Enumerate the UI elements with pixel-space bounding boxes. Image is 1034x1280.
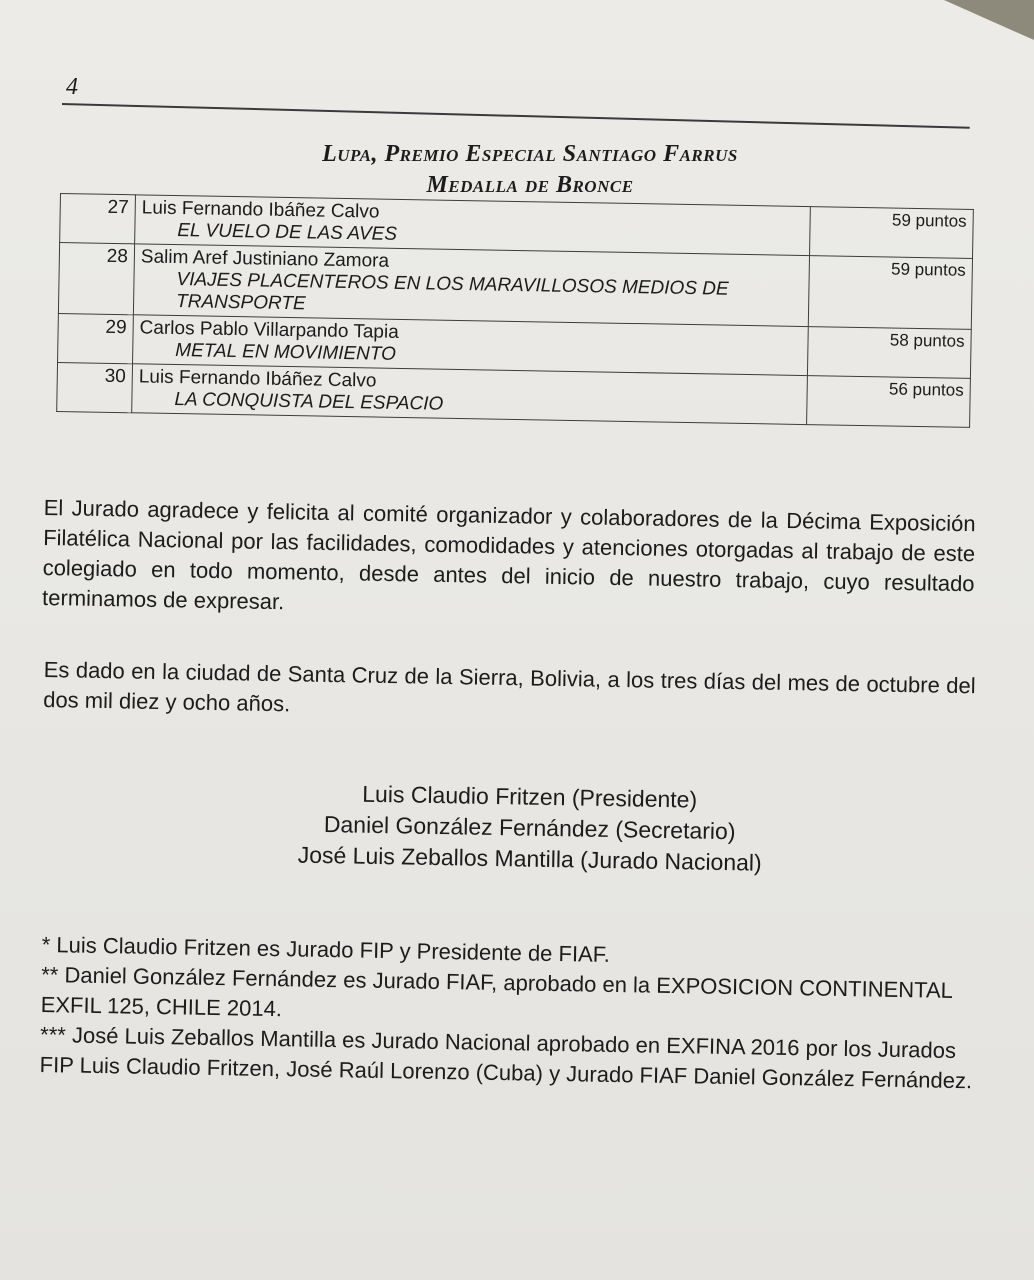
entry-author: Carlos Pablo Villarpando Tapia	[139, 317, 399, 343]
entry-work: VIAJES PLACENTEROS EN LOS MARAVILLOSOS MEDIOS DE TRANSPORTE	[175, 269, 729, 315]
entry-work: LA CONQUISTA DEL ESPACIO	[174, 389, 444, 415]
footnote: ** Daniel González Fernández es Jurado FIAF, aprobado en la EXPOSICION CONTINENTAL EXFIL 125, CHILE 2014.	[40, 961, 953, 1022]
footnote: * Luis Claudio Fritzen es Jurado FIP y Presidente de FIAF.	[41, 931, 611, 967]
entry-number: 28	[58, 243, 134, 315]
entry-author: Luis Fernando Ibáñez Calvo	[138, 366, 377, 392]
entry-points: 56 puntos	[807, 376, 971, 428]
entry-points: 59 puntos	[808, 256, 972, 330]
entry-points: 58 puntos	[807, 327, 971, 379]
section-title: Lupa, Premio Especial Santiago Farrus	[322, 141, 738, 167]
signature-president: Luis Claudio Fritzen (Presidente)	[362, 780, 698, 813]
entry-work: METAL EN MOVIMIENTO	[175, 340, 397, 365]
entry-author: Luis Fernando Ibáñez Calvo	[141, 197, 380, 223]
page-number: 4	[66, 74, 78, 100]
signature-national-jury: José Luis Zeballos Mantilla (Jurado Nacional)	[297, 841, 762, 876]
award-title: Medalla de Bronce	[426, 172, 634, 198]
entry-points: 59 puntos	[810, 207, 974, 259]
entry-author: Salim Aref Justiniano Zamora	[140, 246, 390, 272]
entry-work: EL VUELO DE LAS AVES	[177, 220, 398, 245]
results-table	[56, 193, 974, 428]
closing-paragraph: Es dado en la ciudad de Santa Cruz de la Sierra, Bolivia, a los tres días del mes de octubre del dos mil diez y ocho años.	[43, 656, 976, 717]
footnote: *** José Luis Zeballos Mantilla es Jurado Nacional aprobado en EXFINA 2016 por los Jurados FIP Luis Claudio Fritzen, José Raúl Lorenzo (Cuba) y Jurado FIAF Daniel González Fernández.	[39, 1021, 973, 1094]
header-rule	[62, 103, 970, 129]
footnotes	[39, 930, 977, 1096]
page-corner-background	[944, 0, 1034, 40]
signature-secretary: Daniel González Fernández (Secretario)	[323, 811, 736, 845]
entry-number: 27	[60, 194, 136, 244]
entry-number: 29	[58, 313, 134, 363]
acknowledgement-paragraph: El Jurado agradece y felicita al comité organizador y colaboradores de la Décima Exposición Filatélica Nacional por las facilidades, comodidades y atenciones otorgadas al trabajo de este colegiado en todo momento, desde antes del inicio de nuestro trabajo, cuyo resultado terminamos de expresar.	[41, 494, 976, 615]
entry-cell	[133, 244, 809, 327]
entry-number: 30	[57, 362, 133, 412]
entry-cell	[132, 364, 808, 425]
